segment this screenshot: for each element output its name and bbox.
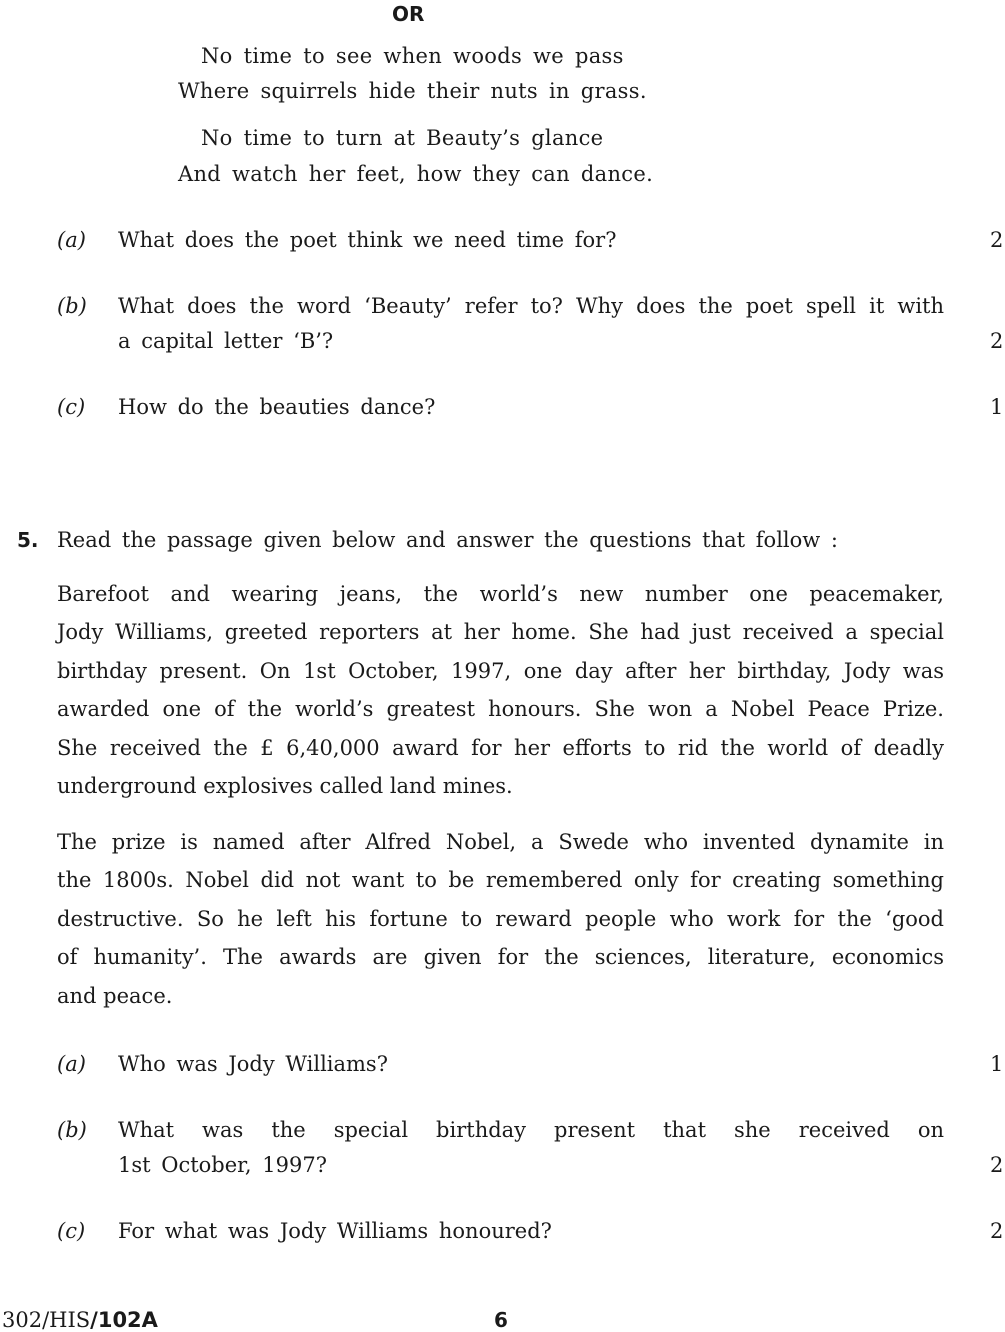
- question-label: (b): [57, 1118, 87, 1142]
- question-label: (a): [57, 1052, 86, 1076]
- question-text: 1st October, 1997?: [118, 1153, 327, 1177]
- question-marks: 2: [990, 1153, 1004, 1177]
- passage-line: Barefoot and wearing jeans, the world’s new number one peacemaker,: [57, 582, 944, 606]
- question-marks: 1: [990, 395, 1004, 419]
- page-number: 6: [494, 1308, 508, 1332]
- question-label: (a): [57, 228, 86, 252]
- passage-line: She received the £ 6,40,000 award for her efforts to rid the world of deadly: [57, 735, 944, 760]
- question-text: What does the word ‘Beauty’ refer to? Why does the poet spell it with: [118, 294, 944, 318]
- paper-code: [2, 1308, 158, 1332]
- passage-line: awarded one of the world’s greatest honours. She won a Nobel Peace Prize.: [57, 697, 944, 722]
- passage-line: and peace.: [57, 983, 173, 1008]
- question-marks: 2: [990, 329, 1004, 353]
- or-heading: OR: [392, 2, 425, 26]
- question-marks: 2: [990, 228, 1004, 252]
- question-text: What was the special birthday present that she received on: [118, 1118, 944, 1142]
- question-label: (c): [57, 1219, 86, 1243]
- question-text: For what was Jody Williams honoured?: [118, 1219, 552, 1243]
- question-intro: Read the passage given below and answer the questions that follow :: [57, 528, 838, 552]
- passage-line: of humanity’. The awards are given for the sciences, literature, economics: [57, 945, 944, 970]
- passage-line: the 1800s. Nobel did not want to be remembered only for creating something: [57, 868, 944, 893]
- poem-line: And watch her feet, how they can dance.: [178, 162, 654, 186]
- passage-line: The prize is named after Alfred Nobel, a Swede who invented dynamite in: [57, 830, 944, 854]
- passage-paragraph-2: [57, 823, 944, 1015]
- passage-line: underground explosives called land mines.: [57, 773, 513, 798]
- question-text: How do the beauties dance?: [118, 395, 436, 419]
- question-number: 5.: [17, 528, 39, 552]
- passage-line: birthday present. On 1st October, 1997, one day after her birthday, Jody was: [57, 658, 944, 683]
- question-text: Who was Jody Williams?: [118, 1052, 388, 1076]
- question-marks: 2: [990, 1219, 1004, 1243]
- question-label: (b): [57, 294, 87, 318]
- paper-code-prefix: 302/HIS: [2, 1308, 91, 1332]
- question-text: a capital letter ‘B’?: [118, 329, 334, 353]
- question-label: (c): [57, 395, 86, 419]
- passage-paragraph-1: [57, 575, 944, 805]
- passage-line: destructive. So he left his fortune to reward people who work for the ‘good: [57, 906, 944, 931]
- paper-code-suffix: /102A: [90, 1308, 158, 1332]
- poem-line: Where squirrels hide their nuts in grass.: [178, 79, 647, 103]
- question-text: What does the poet think we need time for?: [118, 228, 617, 252]
- poem-line: No time to turn at Beauty’s glance: [201, 126, 604, 150]
- poem-line: No time to see when woods we pass: [201, 44, 624, 68]
- passage-line: Jody Williams, greeted reporters at her home. She had just received a special: [57, 620, 944, 645]
- question-marks: 1: [990, 1052, 1004, 1076]
